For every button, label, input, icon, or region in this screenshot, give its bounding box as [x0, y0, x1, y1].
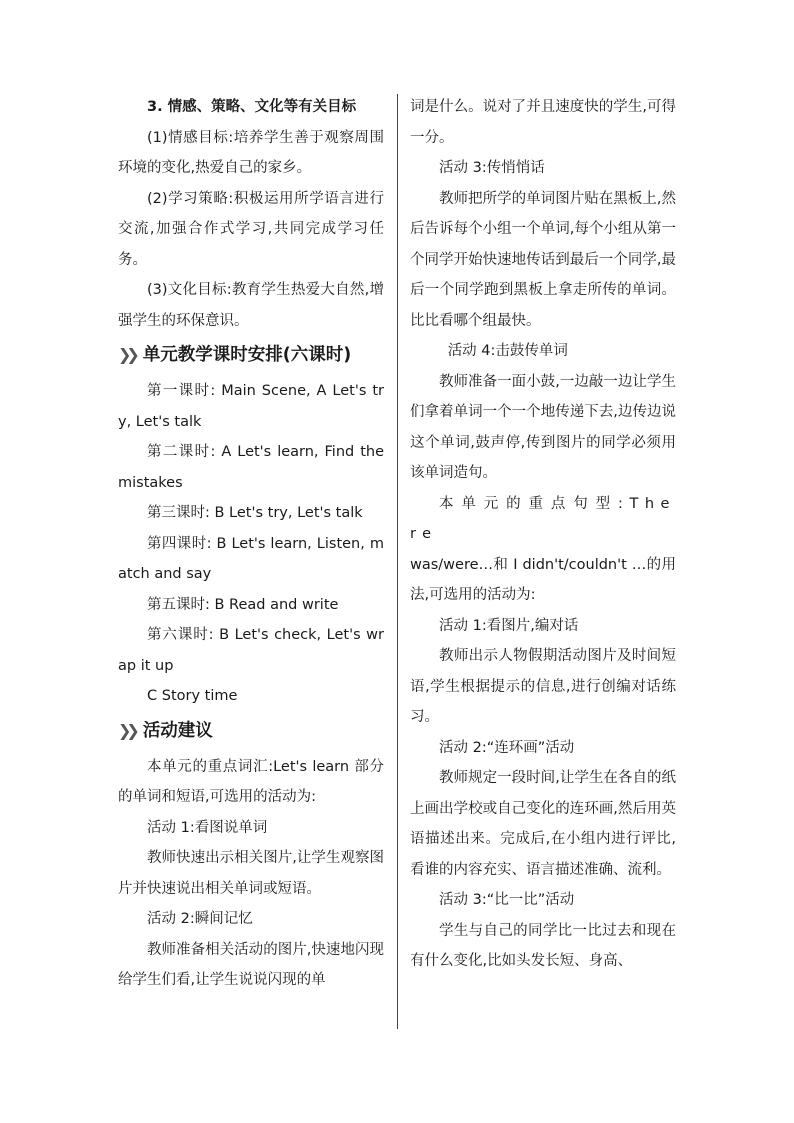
vocab-activity-1-text: 教师快速出示相关图片,让学生观察图片并快速说出相关单词或短语。 [118, 850, 384, 897]
schedule-heading [118, 340, 384, 370]
lesson-6: 第六课时: B Let's check, Let's wrap it up [118, 627, 384, 674]
lesson-5: 第五课时: B Read and write [147, 596, 339, 613]
sentence-activity-2-title: 活动 2:“连环画”活动 [439, 739, 575, 756]
right-column [410, 92, 676, 977]
sentence-intro-a: 本单元的重点句型:There [410, 495, 676, 542]
vocab-activity-3-title: 活动 3:传悄悄话 [439, 160, 545, 176]
sentence-activity-1-title: 活动 1:看图片,编对话 [439, 617, 579, 634]
sentence-activity-3-text: 学生与自己的同学比一比过去和现在有什么变化,比如头发长短、身高、 [410, 922, 676, 969]
vocab-activity-2-text: 教师准备相关活动的图片,快速地闪现给学生们看,让学生说说闪现的单 [118, 941, 384, 988]
lesson-4: 第四课时: B Let's learn, Listen, match and say [118, 535, 384, 582]
vocab-activity-1-title: 活动 1:看图说单词 [147, 819, 268, 836]
section-3-title: 3. 情感、策略、文化等有关目标 [147, 99, 357, 115]
vocab-activity-4-title: 活动 4:击鼓传单词 [447, 343, 568, 359]
vocab-activity-2-continued: 词是什么。说对了并且速度快的学生,可得一分。 [410, 99, 676, 146]
column-divider [397, 94, 398, 1029]
vocab-activity-3-text: 教师把所学的单词图片贴在黑板上,然后告诉每个小组一个单词,每个小组从第一个同学开始快速地传话到最后一个同学,最后一个同学跑到黑板上拿走所传的单词。比比看哪个组最快。 [410, 190, 676, 329]
double-chevron-icon: ❯❯ [118, 720, 135, 740]
activities-heading-text: 活动建议 [142, 720, 213, 741]
lesson-3: 第三课时: B Let's try, Let's talk [147, 505, 363, 521]
sentence-activity-2-text: 教师规定一段时间,让学生在各自的纸上画出学校或自己变化的连环画,然后用英语描述出来。完成后,在小组内进行评比,看谁的内容充实、语言描述准确、流利。 [410, 770, 676, 878]
goal-culture: (3)文化目标:教育学生热爱大自然,增强学生的环保意识。 [118, 282, 384, 329]
lesson-6-story: C Story time [147, 688, 238, 704]
vocab-intro: 本单元的重点词汇:Let's learn 部分的单词和短语,可选用的活动为: [118, 758, 384, 805]
goal-strategy: (2)学习策略:积极运用所学语言进行交流,加强合作式学习,共同完成学习任务。 [118, 190, 384, 268]
activities-heading [118, 716, 384, 746]
vocab-activity-2-title: 活动 2:瞬间记忆 [147, 911, 253, 927]
left-column [118, 92, 384, 996]
goal-emotion: (1)情感目标:培养学生善于观察周围环境的变化,热爱自己的家乡。 [118, 129, 384, 176]
vocab-activity-4-text: 教师准备一面小鼓,一边敲一边让学生们拿着单词一个一个地传递下去,边传边说这个单词,鼓声停,传到图片的同学必须用该单词造句。 [410, 373, 676, 481]
sentence-intro-b: was/were…和 I didn't/couldn't …的用法,可选用的活动为: [410, 556, 676, 603]
lesson-2: 第二课时: A Let's learn, Find the mistakes [118, 444, 384, 491]
double-chevron-icon: ❯❯ [118, 345, 135, 364]
schedule-heading-text: 单元教学课时安排(六课时) [142, 345, 352, 365]
sentence-activity-3-title: 活动 3:“比一比”活动 [439, 892, 575, 908]
sentence-activity-1-text: 教师出示人物假期活动图片及时间短语,学生根据提示的信息,进行创编对话练习。 [410, 648, 676, 725]
lesson-1: 第一课时: Main Scene, A Let's try, Let's talk [118, 383, 384, 430]
